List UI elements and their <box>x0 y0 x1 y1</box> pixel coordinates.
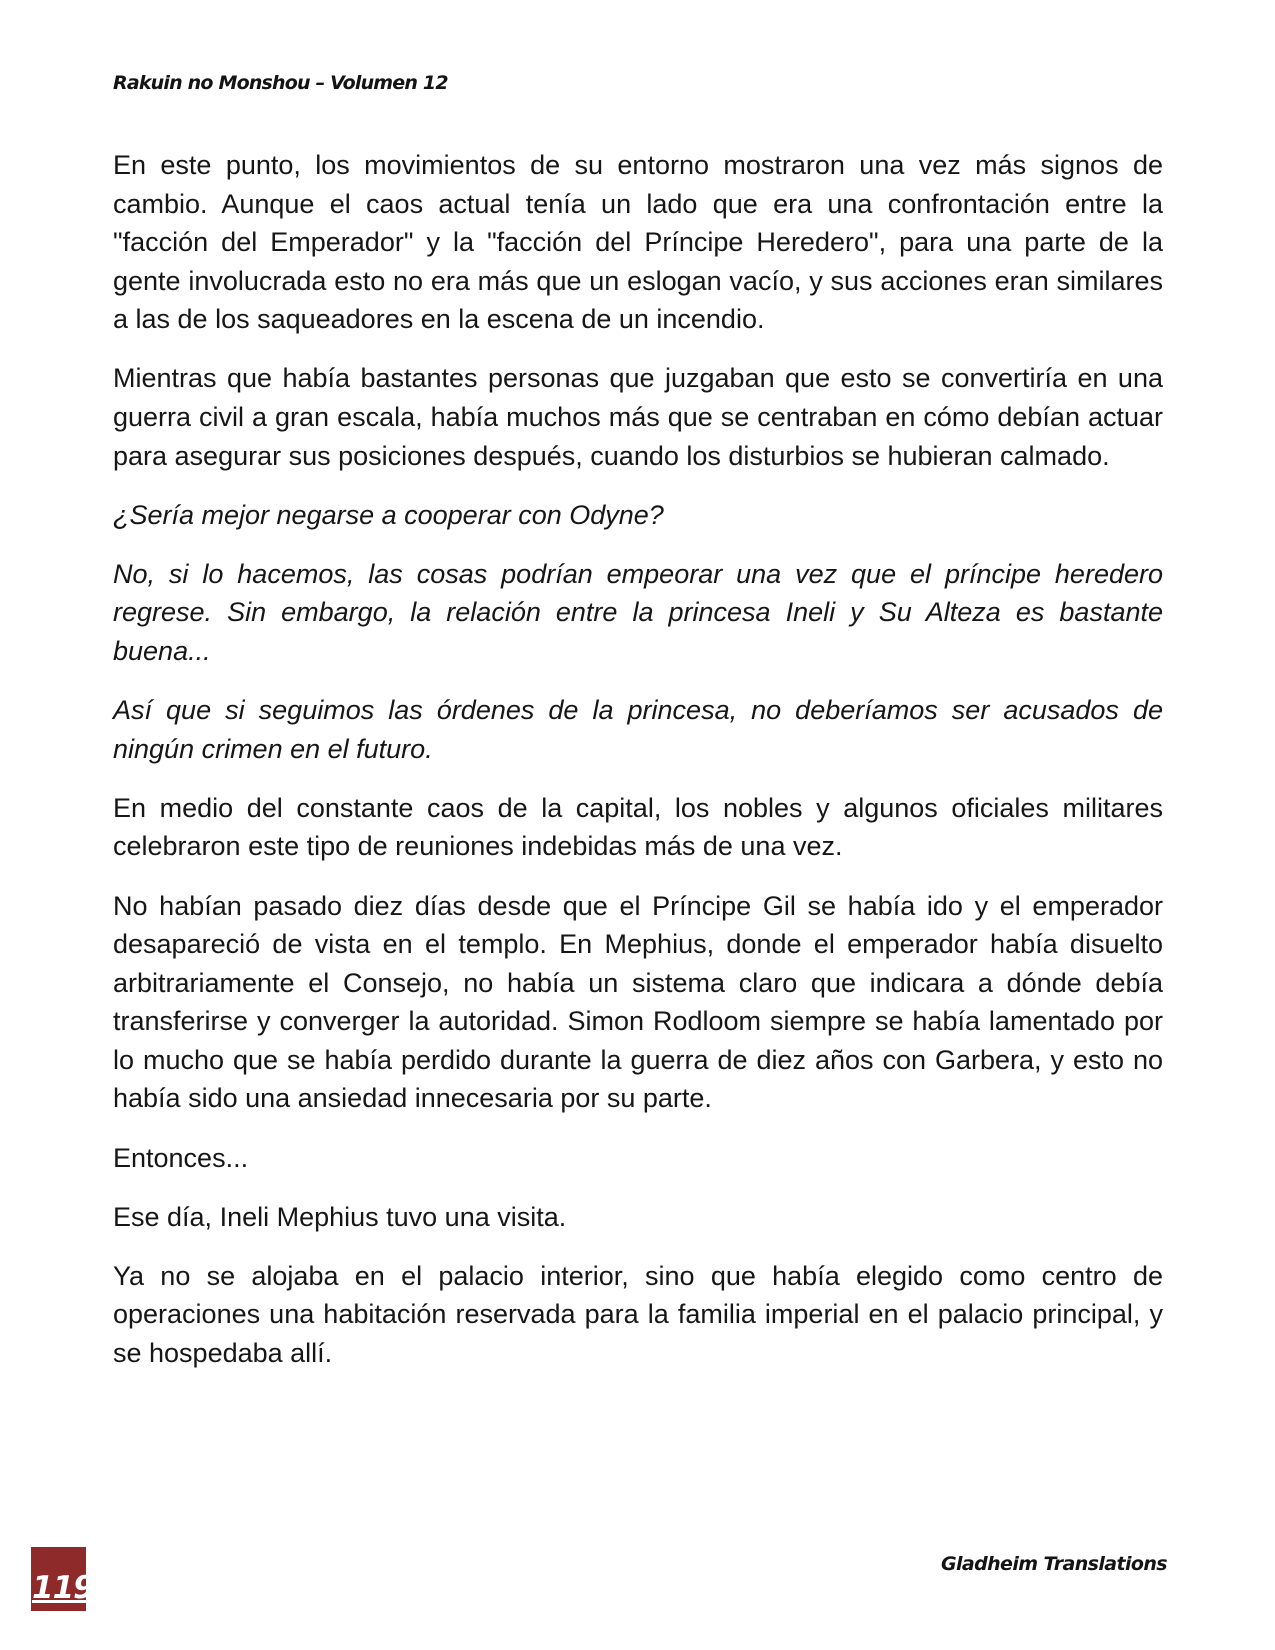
italic-thought-paragraph: No, si lo hacemos, las cosas podrían empeorar una vez que el príncipe heredero regrese. Sin embargo, la relación entre la princesa Ineli y Su Alteza es bastante buena... <box>113 558 1163 667</box>
paragraph: En este punto, los movimientos de su entorno mostraron una vez más signos de cambio. Aunque el caos actual tenía un lado que era una confrontación entre la "facción del Emperador" y la "facción del Príncipe Heredero", para una parte de la gente involucrada esto no era más que un eslogan vacío, y sus acciones eran similares a las de los saqueadores en la escena de un incendio. <box>113 150 1163 335</box>
running-header-title: Rakuin no Monshou – Volumen 12 <box>113 72 448 94</box>
page-number: 119 <box>32 1570 94 1606</box>
italic-thought-paragraph: ¿Sería mejor negarse a cooperar con Odyne? <box>113 499 664 530</box>
paragraph: Ese día, Ineli Mephius tuvo una visita. <box>113 1201 567 1232</box>
footer-credit: Gladheim Translations <box>941 1553 1167 1575</box>
paragraph: En medio del constante caos de la capital, los nobles y algunos oficiales militares celebraron este tipo de reuniones indebidas más de una vez. <box>113 792 1163 862</box>
paragraph: Mientras que había bastantes personas que juzgaban que esto se convertiría en una guerra civil a gran escala, había muchos más que se centraban en cómo debían actuar para asegurar sus posiciones después, cuando los disturbios se hubieran calmado. <box>113 363 1163 471</box>
page-number-badge <box>31 1547 94 1611</box>
paragraph: Entonces... <box>113 1142 249 1173</box>
paragraph: Ya no se alojaba en el palacio interior, sino que había elegido como centro de operaciones una habitación reservada para la familia imperial en el palacio principal, y se hospedaba allí. <box>113 1260 1163 1368</box>
page-body <box>113 146 1163 1393</box>
italic-thought-paragraph: Así que si seguimos las órdenes de la princesa, no deberíamos ser acusados de ningún crimen en el futuro. <box>113 695 1163 764</box>
paragraph: No habían pasado diez días desde que el Príncipe Gil se había ido y el emperador desapareció de vista en el templo. En Mephius, donde el emperador había disuelto arbitrariamente el Consejo, no había un sistema claro que indicara a dónde debía transferirse y converger la autoridad. Simon Rodloom siempre se había lamentado por lo mucho que se había perdido durante la guerra de diez años con Garbera, y esto no había sido una ansiedad innecesaria por su parte. <box>113 890 1163 1114</box>
